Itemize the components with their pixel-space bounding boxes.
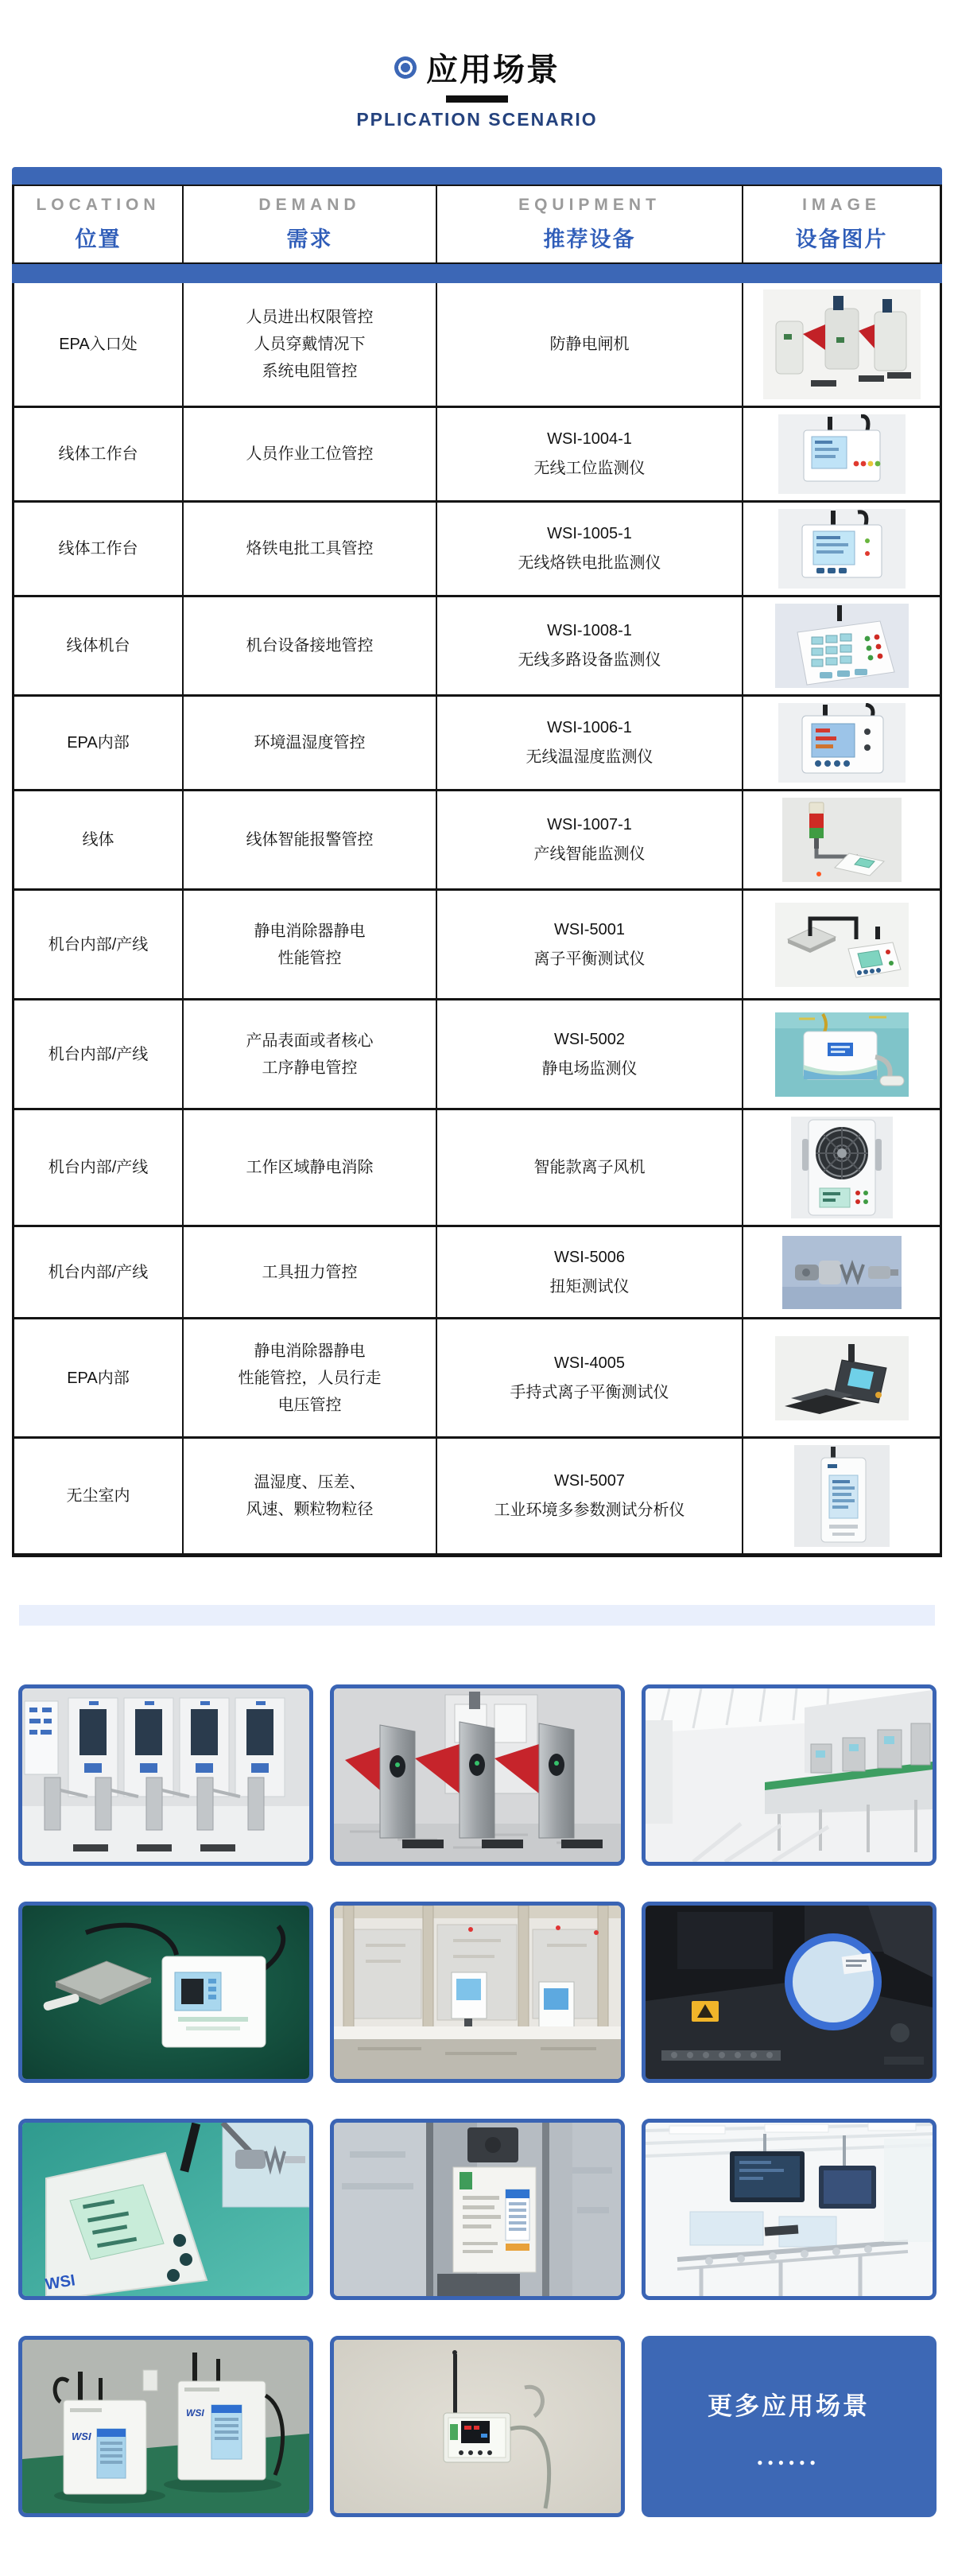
wireless-workstation-monitor-image xyxy=(778,414,906,494)
equipment-image-cell xyxy=(743,1439,940,1553)
demand-cell: 工具扭力管控 xyxy=(184,1227,437,1317)
demand-cell: 机台设备接地管控 xyxy=(184,597,437,694)
location-cell: 机台内部/产线 xyxy=(14,1110,184,1225)
location-cell: 线体工作台 xyxy=(14,503,184,595)
location-cell: 无尘室内 xyxy=(14,1439,184,1553)
location-cell: 线体机台 xyxy=(14,597,184,694)
equipment-image-cell xyxy=(743,1110,940,1225)
column-header-en: LOCATION xyxy=(36,196,161,214)
equipment-cell: WSI-1006-1 无线温湿度监测仪 xyxy=(437,697,743,789)
equipment-cell: WSI-1008-1 无线多路设备监测仪 xyxy=(437,597,743,694)
smart-ionizer-fan-image xyxy=(791,1117,893,1218)
demand-cell: 静电消除器静电 性能管控，人员行走 电压管控 xyxy=(184,1319,437,1436)
scenario-table xyxy=(12,167,942,1557)
equipment-cell: 智能款离子风机 xyxy=(437,1110,743,1225)
table-row xyxy=(14,408,940,503)
torque-tester-image xyxy=(782,1236,902,1309)
decorative-band xyxy=(19,1605,935,1626)
table-body xyxy=(12,283,942,1557)
svg-text:WSI: WSI xyxy=(43,2271,76,2294)
column-header-zh: 位置 xyxy=(75,227,122,251)
svg-text:WSI: WSI xyxy=(185,2407,204,2419)
wireless-soldering-monitor-image xyxy=(778,509,906,589)
cleanroom-turnstile-entrance-photo xyxy=(18,1684,313,1866)
table-row xyxy=(14,1000,940,1110)
target-circle-icon xyxy=(394,56,417,79)
equipment-cell: WSI-5001 离子平衡测试仪 xyxy=(437,891,743,998)
table-divider-bar xyxy=(12,264,942,283)
equipment-image-cell xyxy=(743,408,940,500)
demand-cell: 人员作业工位管控 xyxy=(184,408,437,500)
equipment-cell: WSI-5007 工业环境多参数测试分析仪 xyxy=(437,1439,743,1553)
equipment-image-cell xyxy=(743,283,940,406)
equipment-cell: WSI-1007-1 产线智能监测仪 xyxy=(437,791,743,888)
column-header-en: EQUIPMENT xyxy=(518,196,661,214)
torque-tester-closeup-photo xyxy=(18,2119,313,2300)
column-header-equipment xyxy=(437,186,743,262)
page-title: 应用场景 xyxy=(426,52,560,87)
table-row xyxy=(14,1227,940,1319)
table-row xyxy=(14,1110,940,1227)
equipment-cell: WSI-4005 手持式离子平衡测试仪 xyxy=(437,1319,743,1436)
title-underline xyxy=(446,95,508,103)
equipment-cell: WSI-5002 静电场监测仪 xyxy=(437,1000,743,1108)
wireless-temp-humidity-monitor-image xyxy=(778,703,906,783)
location-cell: 线体 xyxy=(14,791,184,888)
industrial-multiparameter-analyzer-image xyxy=(794,1445,890,1547)
equipment-image-cell xyxy=(743,503,940,595)
table-top-bar xyxy=(12,167,942,185)
wireless-multichannel-monitor-image xyxy=(775,604,909,688)
table-row xyxy=(14,1439,940,1553)
demand-cell: 产品表面或者核心 工序静电管控 xyxy=(184,1000,437,1108)
table-row xyxy=(14,791,940,891)
page-header xyxy=(0,0,954,130)
line-alarm-monitor-image xyxy=(782,798,902,882)
equipment-cell: WSI-5006 扭矩测试仪 xyxy=(437,1227,743,1317)
table-header-row xyxy=(12,185,942,264)
equipment-image-cell xyxy=(743,597,940,694)
demand-cell: 线体智能报警管控 xyxy=(184,791,437,888)
column-header-demand xyxy=(184,186,437,262)
static-field-monitor-image xyxy=(775,1012,909,1097)
more-scenarios-label: 更多应用场景 xyxy=(708,2391,870,2420)
assembly-line-monitors-photo xyxy=(330,1902,625,2083)
smt-machine-wafer-ring-photo xyxy=(642,1902,937,2083)
demand-cell: 人员进出权限管控 人员穿戴情况下 系统电阻管控 xyxy=(184,283,437,406)
table-row xyxy=(14,597,940,697)
table-row xyxy=(14,283,940,408)
equipment-image-cell xyxy=(743,697,940,789)
equipment-cell: WSI-1004-1 无线工位监测仪 xyxy=(437,408,743,500)
two-wireless-monitors-bench-photo xyxy=(18,2336,313,2517)
hanging-sign-monitor-photo xyxy=(330,2119,625,2300)
location-cell: 机台内部/产线 xyxy=(14,1227,184,1317)
cleanroom-overhead-screens-photo xyxy=(642,2119,937,2300)
more-scenarios-dots: ●●●●●● xyxy=(757,2456,820,2468)
more-scenarios-button[interactable] xyxy=(642,2336,937,2517)
equipment-image-cell xyxy=(743,791,940,888)
table-row xyxy=(14,503,940,597)
ion-balance-tester-image xyxy=(775,903,909,987)
column-header-image xyxy=(743,186,940,262)
location-cell: EPA内部 xyxy=(14,1319,184,1436)
equipment-cell: 防静电闸机 xyxy=(437,283,743,406)
page-subtitle: PPLICATION SCENARIO xyxy=(356,109,598,130)
demand-cell: 环境温湿度管控 xyxy=(184,697,437,789)
monitor-on-green-bench-photo xyxy=(18,1902,313,2083)
column-header-zh: 设备图片 xyxy=(795,227,888,251)
column-header-en: IMAGE xyxy=(802,196,881,214)
equipment-image-cell xyxy=(743,1319,940,1436)
wall-mounted-monitor-photo xyxy=(330,2336,625,2517)
column-header-location xyxy=(14,186,184,262)
column-header-en: DEMAND xyxy=(258,196,361,214)
demand-cell: 工作区域静电消除 xyxy=(184,1110,437,1225)
table-row xyxy=(14,1319,940,1439)
production-line-corridor-photo xyxy=(642,1684,937,1866)
table-row xyxy=(14,891,940,1000)
svg-text:WSI: WSI xyxy=(71,2430,91,2442)
column-header-zh: 推荐设备 xyxy=(543,227,636,251)
handheld-ion-balance-tester-image xyxy=(775,1336,909,1420)
demand-cell: 静电消除器静电 性能管控 xyxy=(184,891,437,998)
table-row xyxy=(14,697,940,791)
esd-turnstile-gate-image xyxy=(763,289,921,399)
location-cell: EPA内部 xyxy=(14,697,184,789)
equipment-cell: WSI-1005-1 无线烙铁电批监测仪 xyxy=(437,503,743,595)
flap-barrier-gates-photo xyxy=(330,1684,625,1866)
demand-cell: 温湿度、压差、 风速、颗粒物粒径 xyxy=(184,1439,437,1553)
equipment-image-cell xyxy=(743,1227,940,1317)
location-cell: 机台内部/产线 xyxy=(14,1000,184,1108)
location-cell: 机台内部/产线 xyxy=(14,891,184,998)
location-cell: EPA入口处 xyxy=(14,283,184,406)
demand-cell: 烙铁电批工具管控 xyxy=(184,503,437,595)
column-header-zh: 需求 xyxy=(286,227,333,251)
equipment-image-cell xyxy=(743,891,940,998)
equipment-image-cell xyxy=(743,1000,940,1108)
location-cell: 线体工作台 xyxy=(14,408,184,500)
title-row xyxy=(0,45,954,90)
